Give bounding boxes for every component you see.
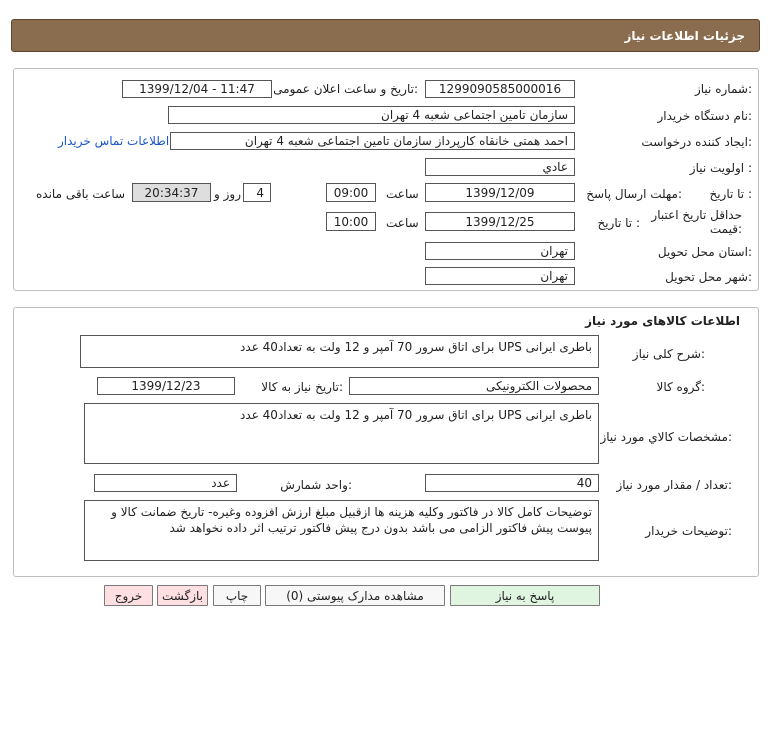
reply-button[interactable]: پاسخ به نیاز xyxy=(450,585,600,606)
reply-deadline-label: مهلت ارسال پاسخ: xyxy=(586,187,682,201)
goods-section-title: اطلاعات کالاهای مورد نیاز xyxy=(585,314,740,328)
unit-label: واحد شمارش: xyxy=(280,478,352,492)
print-button[interactable]: چاپ xyxy=(213,585,261,606)
city-field: تهران xyxy=(425,267,575,285)
need-date-field: 1399/12/23 xyxy=(97,377,235,395)
back-button[interactable]: بازگشت xyxy=(157,585,208,606)
need-date-label: تاریخ نیاز به کالا: xyxy=(261,380,343,394)
days-label: روز و xyxy=(214,187,241,201)
need-info-panel xyxy=(13,68,759,291)
city-label: شهر محل تحویل: xyxy=(665,270,752,284)
remaining-time-label: ساعت باقی مانده xyxy=(36,187,126,201)
exit-button[interactable]: خروج xyxy=(104,585,153,606)
buyer-notes-label: توضیحات خریدار: xyxy=(645,524,732,538)
goods-group-field: محصولات الکترونیکی xyxy=(349,377,599,395)
unit-field: عدد xyxy=(94,474,237,492)
page-title: جزئیات اطلاعات نیاز xyxy=(624,28,745,43)
validity-time-field: 10:00 xyxy=(326,212,376,231)
creator-label: ایجاد کننده درخواست: xyxy=(641,135,752,149)
remaining-time-field: 20:34:37 xyxy=(132,183,211,202)
summary-label: شرح کلی نیاز: xyxy=(632,347,705,361)
price-validity-text: حداقل تاریخ اعتبار قیمت: xyxy=(651,208,742,236)
buyer-org-field: سازمان تامین اجتماعی شعبه 4 تهران xyxy=(168,106,575,124)
quantity-field: 40 xyxy=(425,474,599,492)
price-validity-label xyxy=(632,208,742,236)
creator-field: احمد همتی خانقاه کارپرداز سازمان تامین اجتماعی شعبه 4 تهران xyxy=(170,132,575,150)
province-label: استان محل تحویل: xyxy=(657,245,752,259)
spec-label: مشخصات کالاي مورد نیاز: xyxy=(600,430,732,444)
validity-time-label: ساعت xyxy=(386,216,419,230)
validity-to-date-label: تا تاریخ : xyxy=(597,216,640,230)
province-field: تهران xyxy=(425,242,575,260)
page-header xyxy=(11,19,760,52)
need-number-field: 1299090585000016 xyxy=(425,80,575,98)
announce-datetime-field: 1399/12/04 - 11:47 xyxy=(122,80,272,98)
reply-time-field: 09:00 xyxy=(326,183,376,202)
reply-time-label: ساعت xyxy=(386,187,419,201)
quantity-label: تعداد / مقدار مورد نیاز: xyxy=(616,478,732,492)
buyer-notes-field: توضیحات کامل کالا در فاکتور وکلیه هزینه ها ازقبیل مبلغ ارزش افزوده وغیره- تاریخ ضمانت کالا و پیوست پیش فاکتور الزامی می باشد بدون درج پیش فاکتور ترتیب اثر داده نخواهد شد xyxy=(84,500,599,561)
announce-datetime-label: تاریخ و ساعت اعلان عمومی: xyxy=(273,82,418,96)
priority-label: اولویت نیاز : xyxy=(689,161,752,175)
goods-group-label: گروه کالا: xyxy=(656,380,705,394)
summary-field: باطری ایرانی UPS برای اتاق سرور 70 آمپر و 12 ولت به تعداد40 عدد xyxy=(80,335,599,368)
reply-to-date-label: تا تاریخ : xyxy=(709,187,752,201)
buyer-org-label: نام دستگاه خریدار: xyxy=(657,109,752,123)
reply-date-field: 1399/12/09 xyxy=(425,183,575,202)
remaining-days-field: 4 xyxy=(243,183,271,202)
spec-field: باطری ایرانی UPS برای اتاق سرور 70 آمپر و 12 ولت به تعداد40 عدد xyxy=(84,403,599,464)
buyer-contact-link[interactable]: اطلاعات تماس خریدار xyxy=(58,134,170,148)
priority-field: عادي xyxy=(425,158,575,176)
validity-date-field: 1399/12/25 xyxy=(425,212,575,231)
view-attachments-button[interactable]: مشاهده مدارک پیوستی (0) xyxy=(265,585,445,606)
need-number-label: شماره نیاز: xyxy=(694,82,752,96)
